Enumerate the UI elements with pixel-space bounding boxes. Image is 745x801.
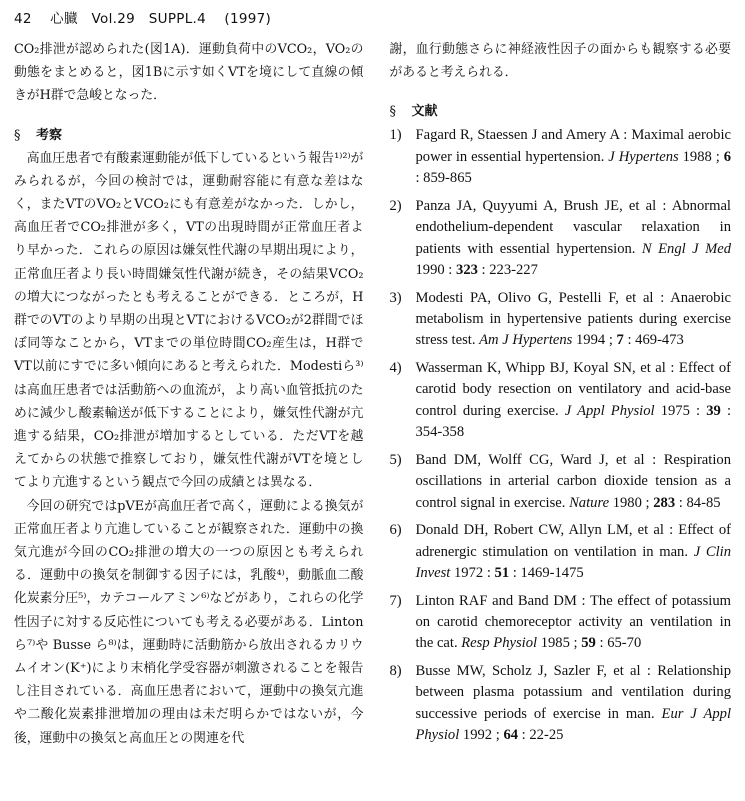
reference-year: 1992 ; bbox=[459, 727, 504, 744]
year: (1997) bbox=[224, 11, 272, 27]
reference-year: 1980 ; bbox=[609, 494, 654, 511]
discussion-heading bbox=[14, 124, 363, 147]
reference-list bbox=[389, 125, 731, 746]
reference-text bbox=[415, 358, 731, 444]
reference-year: 1994 ; bbox=[572, 332, 617, 349]
reference-pages: : 22-25 bbox=[518, 727, 564, 744]
reference-item bbox=[389, 125, 731, 189]
reference-text bbox=[415, 591, 731, 655]
reference-number: 3) bbox=[389, 289, 402, 306]
reference-volume: 283 bbox=[653, 494, 676, 511]
discussion-paragraph-1: 高血圧患者で有酸素運動能が低下しているという報告¹⁾²⁾がみられるが，今回の検討では，運動耐容能に有意な差はなく，またVTのVO₂とVCO₂にも有意差がなかった．しかし，高血圧者でCO₂排泄が多く，VTの出現時間が正常血圧者より早かった．これらの原因は嫌気性代謝の早期出現により，正常血圧者より長い時間嫌気性代謝が続き，その結果VCO₂の増大につながったとも考えることができる．ところが，H群でのVTのより早期の出現とVTにおけるVCO₂が2群間でほぼ同等なことから，VTまでの単位時間CO₂産生は，H群でVT以前にすでに多い傾向にあると考えられた．Modestiら³⁾は高血圧患者では活動筋への血流が，より高い血管抵抗のために減少し酸素輸送が低下することにより，嫌気性代謝が亢進する結果，CO₂排泄が増加するとしている．ただVTを越えてからの状態で推察しており，嫌気性代謝がVTを境としてより亢進するという観点で今回の成績とは異なる． bbox=[14, 150, 364, 491]
right-column bbox=[389, 38, 731, 753]
discussion-continuation: 謝，血行動態さらに神経液性因子の面からも観察する必要があると考えられる． bbox=[389, 42, 731, 81]
reference-year: 1988 ; bbox=[678, 148, 724, 165]
reference-item bbox=[389, 520, 731, 584]
reference-pages: : 65-70 bbox=[595, 635, 642, 652]
reference-volume: 39 bbox=[706, 402, 721, 419]
reference-volume: 7 bbox=[616, 332, 624, 349]
reference-text bbox=[415, 125, 731, 189]
reference-journal: N Engl J Med bbox=[641, 240, 731, 257]
reference-item bbox=[389, 450, 731, 514]
reference-pages: : 223-227 bbox=[477, 262, 538, 279]
reference-authors-title: Band DM, Wolff CG, Ward J, et al : Respiration oscillations in arterial carbon dioxide tension as a control signal in exercise. bbox=[415, 451, 731, 511]
discussion-paragraph-2: 今回の研究ではpVEが高血圧者で高く，運動による換気が正常血圧者より亢進していることが観察された．運動中の換気亢進が今回のCO₂排泄の増大の一つの原因とも考えられる．運動中の換気を制御する因子には，乳酸⁴⁾，動脈血二酸化炭素分圧⁵⁾，カテコールアミン⁶⁾などがあり，これらの化学性因子に対する反応性についても考える必要がある．Linton ら⁷⁾や Busse ら⁸⁾は，運動時に活動筋から放出されるカリウムイオン(K⁺)により末梢化学受容器が刺激されることを報告し注目されている．高血圧患者において，運動中の換気亢進や二酸化炭素排泄増加の理由は未だ明らかではないが，今後，運動中の換気と高血圧との関連を代 bbox=[14, 498, 364, 746]
reference-authors-title: Busse MW, Scholz J, Sazler F, et al : Relationship between plasma potassium and ventilation during successive periods of exercise in man. bbox=[415, 663, 731, 722]
reference-number: 4) bbox=[389, 360, 402, 377]
reference-text bbox=[415, 288, 731, 352]
reference-journal: J Clin Invest bbox=[415, 543, 731, 582]
reference-text bbox=[415, 196, 731, 282]
reference-text bbox=[415, 661, 731, 747]
volume: Vol.29 bbox=[91, 11, 136, 27]
reference-pages: : 354-358 bbox=[415, 402, 731, 441]
page-number: 42 bbox=[14, 11, 32, 27]
reference-year: 1990 : bbox=[415, 262, 457, 279]
reference-journal: Resp Physiol bbox=[461, 635, 538, 652]
reference-item bbox=[389, 591, 731, 655]
reference-number: 6) bbox=[389, 522, 402, 539]
reference-year: 1972 : bbox=[450, 565, 495, 582]
reference-pages: : 859-865 bbox=[415, 170, 472, 187]
reference-text bbox=[415, 450, 731, 514]
reference-journal: Eur J Appl Physiol bbox=[415, 705, 732, 744]
reference-authors-title: Modesti PA, Olivo G, Pestelli F, et al : Anaerobic metabolism in hypertensive patients during exercise stress test. bbox=[415, 289, 731, 349]
reference-pages: : 469-473 bbox=[623, 332, 684, 349]
reference-number: 8) bbox=[389, 663, 402, 680]
reference-number: 5) bbox=[389, 451, 402, 468]
journal-name: 心臓 bbox=[50, 11, 78, 27]
results-paragraph: CO₂排泄が認められた(図1A)．運動負荷中のVCO₂，VO₂の動態をまとめると，図1Bに示す如くVTを境にして直線の傾きがH群で急峻となった． bbox=[14, 42, 364, 104]
references-heading-text: 文献 bbox=[411, 104, 438, 120]
reference-authors-title: Wasserman K, Whipp BJ, Koyal SN, et al : Effect of carotid body resection on ventilatory and acid-base control during exercise. bbox=[415, 360, 731, 419]
reference-number: 7) bbox=[389, 592, 402, 609]
reference-authors-title: Fagard R, Staessen J and Amery A : Maximal aerobic power in essential hypertension. bbox=[415, 127, 731, 165]
running-header bbox=[14, 8, 731, 30]
reference-item bbox=[389, 661, 731, 747]
reference-authors-title: Donald DH, Robert CW, Allyn LM, et al : Effect of adrenergic stimulation on ventilation in man. bbox=[415, 522, 731, 560]
reference-volume: 6 bbox=[723, 148, 732, 165]
reference-item bbox=[389, 196, 731, 282]
reference-item bbox=[389, 288, 731, 352]
reference-journal: Nature bbox=[569, 494, 610, 511]
reference-journal: J Hypertens bbox=[608, 148, 679, 165]
reference-year: 1985 ; bbox=[537, 635, 582, 652]
reference-volume: 51 bbox=[494, 565, 510, 582]
discussion-heading-text: 考察 bbox=[36, 127, 63, 143]
reference-volume: 59 bbox=[581, 635, 596, 652]
reference-volume: 323 bbox=[456, 262, 478, 279]
section-mark: § bbox=[14, 127, 21, 143]
section-mark: § bbox=[389, 104, 396, 120]
reference-pages: : 84-85 bbox=[675, 494, 721, 511]
two-column-body bbox=[14, 38, 731, 753]
reference-journal: J Appl Physiol bbox=[564, 402, 655, 419]
reference-authors-title: Panza JA, Quyyumi A, Brush JE, et al : Abnormal endothelium-dependent vascular relaxation in patients with essential hypertension. bbox=[415, 197, 731, 257]
reference-text bbox=[415, 520, 731, 584]
reference-number: 2) bbox=[389, 197, 402, 214]
reference-year: 1975 : bbox=[654, 402, 707, 419]
reference-volume: 64 bbox=[503, 727, 519, 744]
supplement: SUPPL.4 bbox=[148, 11, 207, 27]
references-heading bbox=[389, 100, 731, 123]
left-column bbox=[14, 38, 363, 753]
reference-pages: : 1469-1475 bbox=[509, 565, 584, 582]
reference-authors-title: Linton RAF and Band DM : The effect of potassium on carotid chemoreceptor activity an ventilation in the cat. bbox=[415, 592, 731, 652]
reference-item bbox=[389, 358, 731, 444]
reference-number: 1) bbox=[389, 127, 402, 144]
reference-journal: Am J Hypertens bbox=[479, 332, 573, 349]
